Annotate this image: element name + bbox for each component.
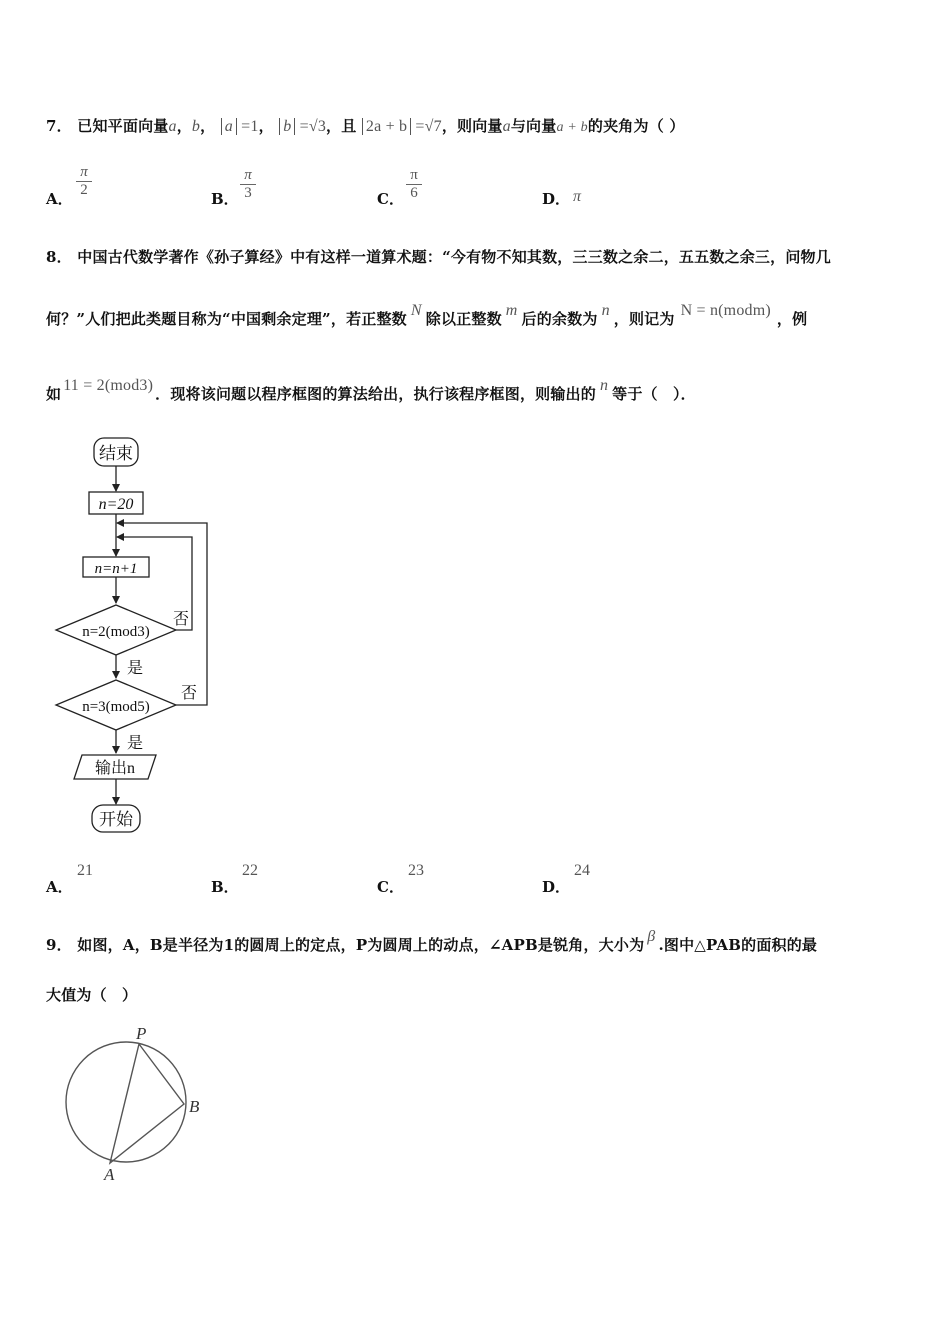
q8-formula: N = n(modm): [680, 302, 771, 319]
q7-vec-a: a: [168, 118, 177, 135]
flow-cond1-label: n=2(mod3): [82, 624, 150, 640]
q7-option-c-fraction: [406, 168, 422, 201]
q7-text: ，且: [326, 117, 357, 135]
q9-triangle-pab: [110, 1044, 184, 1163]
q8-text: 何？”人们把此类题目称为“中国剩余定理”，若正整数: [46, 310, 407, 328]
q8-text: 除以正整数: [425, 310, 502, 328]
q9-label-p: P: [136, 1024, 147, 1043]
q9-number: 9．: [46, 936, 72, 954]
q7-vec-b: b: [191, 118, 201, 135]
q8-var-m: m: [505, 302, 518, 319]
q8-option-c-value: 23: [408, 862, 424, 879]
q8-var-n: n: [601, 302, 610, 319]
q7-option-a-fraction: [76, 165, 92, 198]
flow-start-label: 开始: [99, 810, 133, 829]
q8-text: 中国古代数学著作《孙子算经》中有这样一道算术题：“今有物不知其数，三三数之余二，五五数之余三，问物几: [77, 248, 831, 266]
q7-number: 7．: [46, 117, 72, 135]
flow-loop-arrow-2: [117, 523, 207, 705]
q9-label-a: A: [104, 1165, 115, 1184]
q9-beta: β: [647, 928, 656, 945]
q8-option-a-value: 21: [77, 862, 93, 879]
q8-flowchart: [50, 430, 220, 840]
q7-norm-b: [279, 118, 326, 135]
q7-text: 已知平面向量: [77, 117, 169, 135]
q8-number: 8．: [46, 248, 72, 266]
q8-text: 后的余数为: [521, 310, 598, 328]
q7-comma: ，: [200, 117, 216, 135]
q8-option-a-label: A．: [46, 878, 73, 896]
q9-circle: [66, 1042, 186, 1162]
q8-line-3: [46, 377, 696, 404]
q8-option-c-label: C．: [377, 878, 404, 896]
q7-vec-a: a: [502, 118, 511, 135]
frac-den: 6: [410, 185, 418, 201]
q8-text: ．现将该问题以程序框图的算法给出，执行该程序框图，则输出的: [155, 385, 596, 403]
q7-norm-b-value: =√3: [299, 118, 327, 135]
q9-label-b: B: [189, 1097, 200, 1116]
flow-output-label: 输出n: [94, 760, 136, 777]
q7-text: 与向量: [510, 117, 557, 135]
flow-init-label: n=20: [98, 496, 134, 513]
q8-var-N: N: [410, 302, 422, 319]
flow-no1-label: 否: [172, 611, 190, 628]
q7-text: 的夹角为（ ）: [587, 117, 685, 135]
q7-norm-b-var: b: [283, 118, 292, 135]
q9-text: 如图，A，B是半径为1的圆周上的定点，P为圆周上的动点，∠APB是锐角，大小为: [77, 936, 645, 954]
q7-option-b-fraction: [240, 168, 256, 201]
q8-option-b-value: 22: [242, 862, 258, 879]
q8-line-1: [46, 246, 831, 267]
q8-option-d-label: D．: [542, 878, 571, 896]
frac-num: π: [244, 167, 252, 183]
q7-norm-2ab-expr: 2a + b: [362, 118, 411, 135]
q8-option-b-label: B．: [211, 878, 239, 896]
q7-norm-2ab-value: =√7: [415, 118, 442, 135]
q8-text: 等于（ ）．: [612, 385, 696, 403]
q8-line-2: [46, 302, 808, 329]
q8-text: ，例: [776, 310, 808, 328]
q8-option-d-value: 24: [574, 862, 590, 879]
q7-norm-a-var: a: [224, 118, 233, 135]
flow-incr-label: n=n+1: [94, 561, 138, 577]
frac-den: 2: [80, 182, 88, 198]
q7-norm-a-value: =1: [241, 118, 259, 135]
q7-norm-a: [221, 118, 259, 135]
q7-option-b-label: B．: [211, 190, 239, 208]
flow-yes1-label: 是: [126, 660, 144, 677]
q9-text: .图中△PAB的面积的最: [658, 936, 818, 954]
flow-end-label: 结束: [99, 444, 133, 463]
q7-comma: ，: [258, 117, 274, 135]
frac-num: π: [80, 164, 88, 180]
q9-text: 大值为（ ）: [46, 986, 138, 1004]
q7-norm-2ab: [362, 118, 442, 135]
q9-circle-figure: [50, 1018, 225, 1188]
flow-cond2-label: n=3(mod5): [82, 699, 150, 715]
q9-line-1: [46, 928, 818, 955]
flow-yes2-label: 是: [126, 735, 144, 752]
flow-no2-label: 否: [180, 685, 198, 702]
q8-text: ，则记为: [613, 310, 675, 328]
q9-line-2: [46, 984, 137, 1005]
q7-vec-a-plus-b: a + b: [556, 120, 588, 135]
q8-example: 11 = 2(mod3): [63, 377, 154, 394]
q7-comma: ，: [176, 117, 192, 135]
q7-option-a-label: A．: [46, 190, 73, 208]
q7-stem: [46, 115, 685, 136]
q8-text: 如: [46, 385, 62, 403]
frac-num: π: [410, 167, 418, 183]
q7-option-c-label: C．: [377, 190, 404, 208]
q7-option-d-value: π: [573, 188, 582, 205]
frac-den: 3: [244, 185, 252, 201]
q8-var-n: n: [599, 377, 609, 394]
q7-option-d-label: D．: [542, 190, 571, 208]
q7-text: ，则向量: [441, 117, 503, 135]
